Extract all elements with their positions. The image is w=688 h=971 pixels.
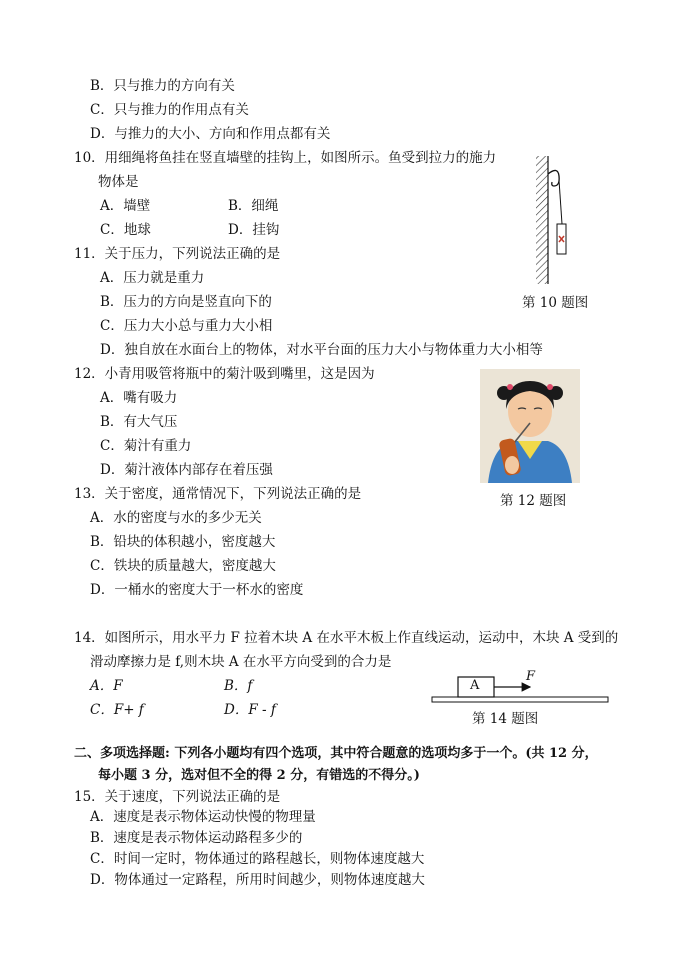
- section2-heading-line1: 二、多项选择题: 下列各小题均有四个选项，其中符合题意的选项均多于一个。(共 12 分，: [74, 746, 598, 761]
- q9-option-d: D．与推力的大小、方向和作用点都有关: [90, 126, 331, 142]
- board: [432, 697, 608, 702]
- q9-option-b: B．只与推力的方向有关: [90, 78, 235, 94]
- q12-caption: 第 12 题图: [500, 493, 567, 509]
- q15-option-a: A．速度是表示物体运动快慢的物理量: [90, 809, 316, 825]
- q13-option-c: C．铁块的质量越大，密度越大: [90, 558, 276, 574]
- hook: [548, 170, 559, 186]
- q14-stem-line2: 滑动摩擦力是 f,则木块 A 在水平方向受到的合力是: [90, 654, 392, 670]
- string: [559, 180, 562, 224]
- q9-option-c: C．只与推力的作用点有关: [90, 102, 249, 118]
- q14-figure: [430, 668, 610, 704]
- q14-option-b: B．f: [224, 678, 253, 694]
- q14-block-label: A: [470, 678, 480, 693]
- q14-caption: 第 14 题图: [472, 711, 539, 727]
- q13-stem: 13．关于密度，通常情况下，下列说法正确的是: [74, 486, 362, 502]
- q13-option-b: B．铅块的体积越小，密度越大: [90, 534, 276, 550]
- q12-figure: [480, 369, 580, 483]
- q10-stem-line2: 物体是: [98, 174, 139, 190]
- q10-option-b: B．细绳: [228, 198, 279, 214]
- q12-option-d: D．菊汁液体内部存在着压强: [100, 462, 273, 478]
- q10-caption: 第 10 题图: [522, 295, 589, 311]
- q14-force-label: F: [526, 669, 536, 684]
- wall: [536, 156, 548, 284]
- q10-stem-line1: 10．用细绳将鱼挂在竖直墙壁的挂钩上，如图所示。鱼受到拉力的施力: [74, 150, 497, 166]
- q10-option-c: C．地球: [100, 222, 151, 238]
- q15-option-d: D．物体通过一定路程，所用时间越少，则物体速度越大: [90, 872, 425, 888]
- q11-option-c: C．压力大小总与重力大小相: [100, 318, 273, 334]
- section2-heading-line2: 每小题 3 分，选对但不全的得 2 分，有错选的不得分。): [98, 768, 420, 783]
- q14-stem-line1: 14．如图所示，用水平力 F 拉着木块 A 在水平木板上作直线运动，运动中，木块 A 受到的: [74, 630, 619, 646]
- q15-option-b: B．速度是表示物体运动路程多少的: [90, 830, 303, 846]
- q15-stem: 15．关于速度，下列说法正确的是: [74, 789, 281, 805]
- q12-option-a: A．嘴有吸力: [100, 390, 178, 406]
- q12-stem: 12．小青用吸管将瓶中的菊汁吸到嘴里，这是因为: [74, 366, 375, 382]
- q12-option-c: C．菊汁有重力: [100, 438, 192, 454]
- q11-stem: 11．关于压力，下列说法正确的是: [74, 246, 281, 262]
- q11-option-d: D．独自放在水面台上的物体，对水平台面的压力大小与物体重力大小相等: [100, 342, 543, 358]
- q10-figure: [528, 152, 578, 288]
- q14-option-d: D．F - f: [224, 702, 276, 718]
- q10-option-d: D．挂钩: [228, 222, 280, 238]
- q10-option-a: A．墙壁: [100, 198, 151, 214]
- q13-option-a: A．水的密度与水的多少无关: [90, 510, 262, 526]
- q13-option-d: D．一桶水的密度大于一杯水的密度: [90, 582, 304, 598]
- q11-option-a: A．压力就是重力: [100, 270, 205, 286]
- q15-option-c: C．时间一定时，物体通过的路程越长，则物体速度越大: [90, 851, 425, 867]
- q14-option-a: A．F: [90, 678, 123, 694]
- q14-option-c: C．F+ f: [90, 702, 144, 718]
- q11-option-b: B．压力的方向是竖直向下的: [100, 294, 272, 310]
- q12-option-b: B．有大气压: [100, 414, 178, 430]
